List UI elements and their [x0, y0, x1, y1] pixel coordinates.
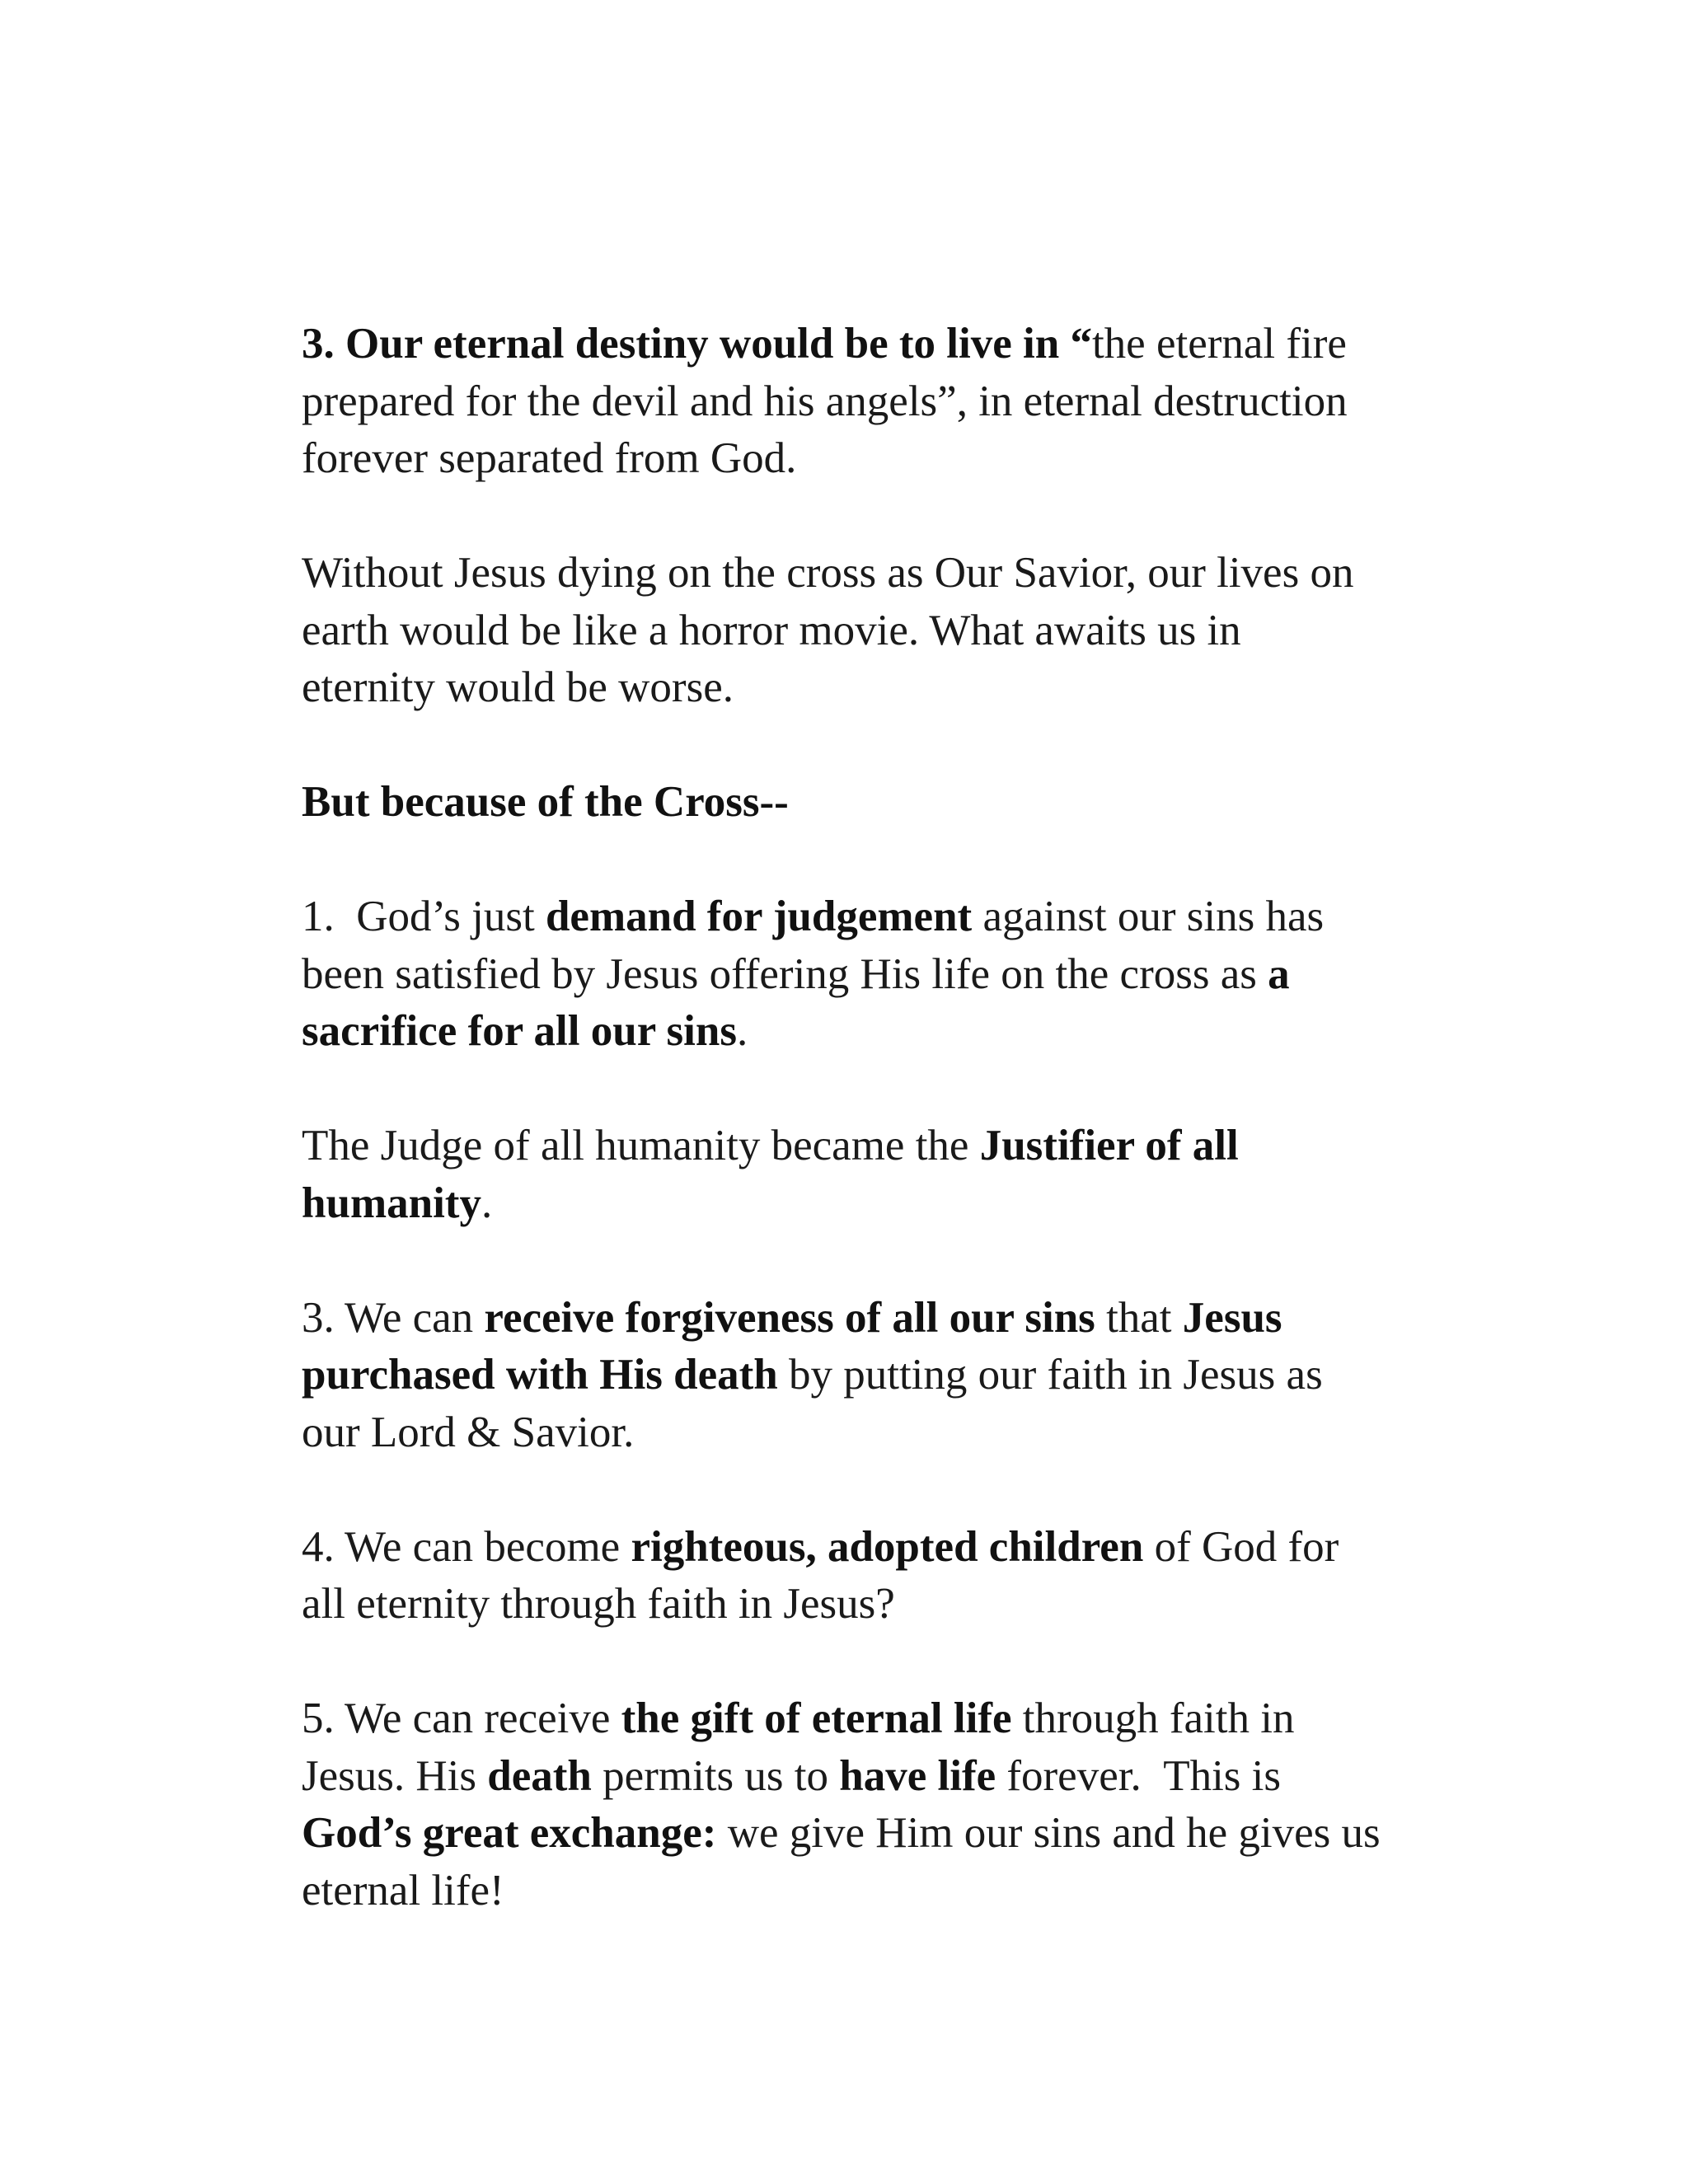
text-run: 1. God’s just	[302, 893, 546, 940]
text-run: through faith in	[1011, 1694, 1295, 1742]
bold-text-run: righteous, adopted children	[631, 1522, 1144, 1571]
paragraph-point-1-judgement	[302, 888, 1406, 1061]
text-run: by putting our faith in Jesus as	[777, 1351, 1323, 1399]
text-run: earth would be like a horror movie. What awaits us in	[302, 606, 1241, 654]
text-run: eternal life!	[302, 1866, 504, 1915]
text-run: The Judge of all humanity became the	[302, 1122, 980, 1169]
bold-text-run: sacrifice for all our sins	[302, 1007, 737, 1055]
text-run: Without Jesus dying on the cross as Our Savior, our lives on	[302, 549, 1354, 597]
text-run: 5. We can receive	[302, 1694, 621, 1742]
text-run: of God for	[1143, 1522, 1339, 1571]
bold-text-run: purchased with His death	[302, 1351, 778, 1399]
text-run: forever. This is	[996, 1751, 1282, 1800]
text-run: permits us to	[591, 1751, 840, 1800]
text-run: that	[1095, 1293, 1183, 1342]
bold-text-run: God’s great exchange:	[302, 1809, 717, 1857]
text-run: all eternity through faith in Jesus?	[302, 1580, 895, 1628]
text-run: we give Him our sins and he gives us	[716, 1809, 1381, 1857]
text-run: eternity would be worse.	[302, 663, 734, 711]
bold-text-run: a	[1268, 949, 1290, 998]
paragraph-point-5-gift	[302, 1690, 1406, 1919]
bold-text-run: receive forgiveness of all our sins	[484, 1293, 1095, 1342]
text-run: .	[481, 1179, 493, 1227]
paragraph-judge-justifier	[302, 1118, 1406, 1232]
text-run: forever separated from God.	[302, 434, 797, 482]
bold-text-run: But because of the Cross--	[302, 778, 789, 826]
text-run: our Lord & Savior.	[302, 1408, 635, 1456]
text-run: 3. We can	[302, 1293, 485, 1342]
bold-text-run: Justifier of all	[979, 1122, 1239, 1169]
text-run: the eternal fire	[1091, 320, 1347, 368]
paragraph-without-jesus	[302, 545, 1406, 717]
paragraph-point-4-children	[302, 1519, 1406, 1633]
text-run: 4. We can become	[302, 1522, 631, 1571]
bold-text-run: death	[487, 1751, 592, 1800]
bold-text-run: the gift of eternal life	[621, 1694, 1012, 1742]
paragraph-point-3-forgiveness	[302, 1290, 1406, 1462]
paragraph-because-of-cross	[302, 774, 1406, 832]
bold-text-run: have life	[839, 1751, 996, 1800]
text-run: Jesus. His	[302, 1751, 488, 1800]
text-run: prepared for the devil and his angels”, in eternal destruction	[302, 377, 1348, 425]
bold-text-run: demand for judgement	[545, 893, 973, 940]
bold-text-run: Jesus	[1182, 1293, 1282, 1342]
paragraph-point-3-destiny	[302, 316, 1406, 488]
text-run: against our sins has	[972, 893, 1325, 940]
bold-text-run: humanity	[302, 1179, 481, 1227]
document-page	[302, 316, 1406, 1919]
bold-text-run: 3. Our eternal destiny would be to live in “	[302, 320, 1092, 368]
text-run: been satisfied by Jesus offering His life on the cross as	[302, 949, 1268, 998]
text-run: .	[736, 1007, 748, 1055]
